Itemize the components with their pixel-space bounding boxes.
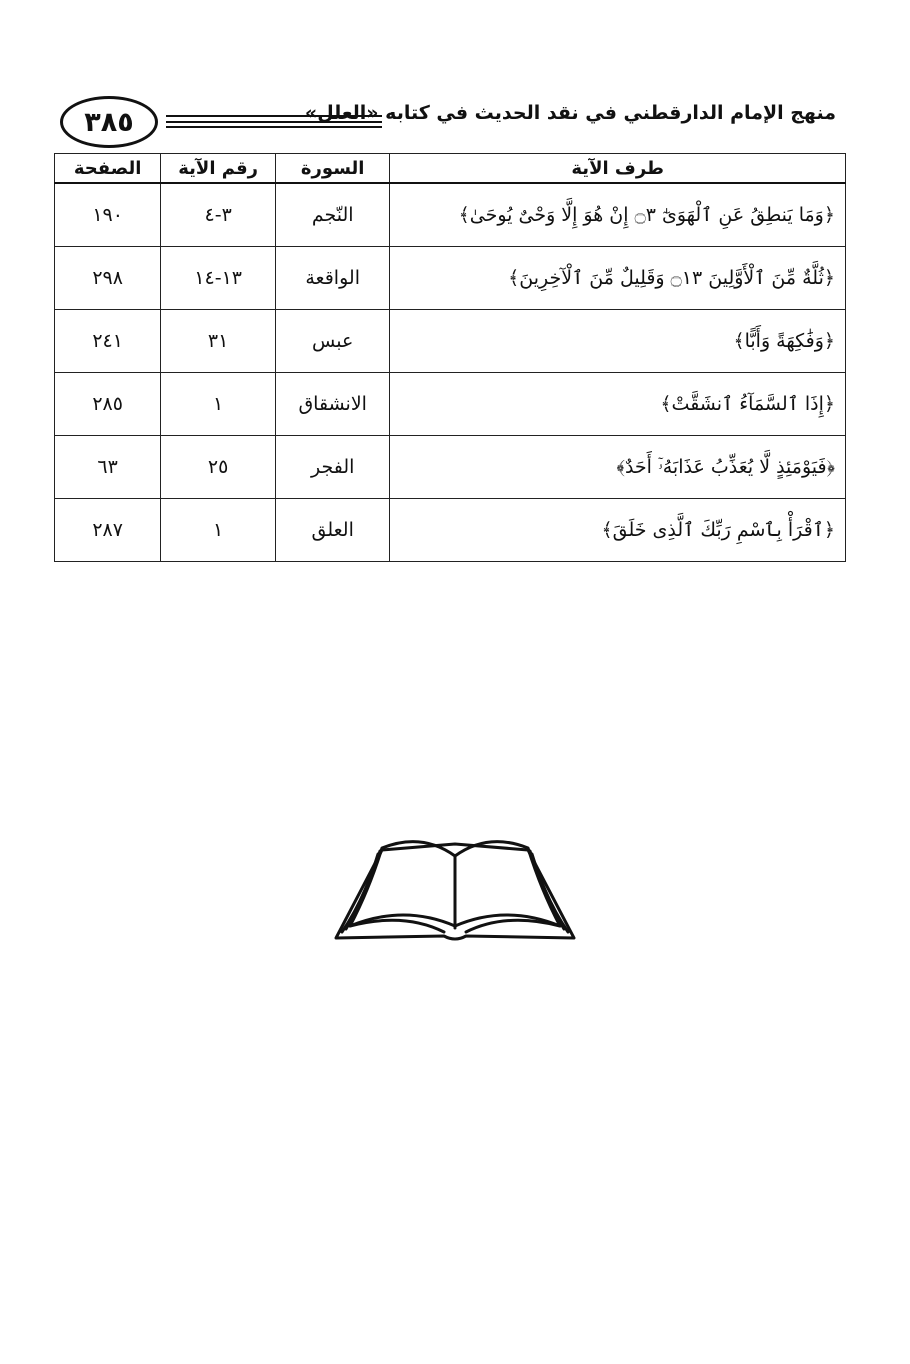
table-row xyxy=(55,183,846,247)
col-header-page: الصفحة xyxy=(55,154,161,184)
surah-cell: النّجم xyxy=(276,183,390,247)
table-row xyxy=(55,499,846,562)
table-row xyxy=(55,436,846,499)
table-row xyxy=(55,373,846,436)
verse-cell: ﴿إِذَا ٱلسَّمَآءُ ٱنشَقَّتْ﴾ xyxy=(390,373,846,436)
verse-cell: ﴿وَمَا يَنطِقُ عَنِ ٱلْهَوَىٰٓ ۝٣ إِنْ هُوَ إِلَّا وَحْىٌ يُوحَىٰ﴾ xyxy=(390,183,846,247)
page-cell: ٦٣ xyxy=(55,436,161,499)
verse-cell: ﴿ثُلَّةٌ مِّنَ ٱلْأَوَّلِينَ ۝١٣ وَقَلِيلٌ مِّنَ ٱلْآخِرِينَ﴾ xyxy=(390,247,846,310)
open-book-icon xyxy=(334,830,576,942)
table-row xyxy=(55,247,846,310)
verse-cell: ﴿ٱقْرَأْ بِٱسْمِ رَبِّكَ ٱلَّذِى خَلَقَ﴾ xyxy=(390,499,846,562)
ayah-cell: ١ xyxy=(161,499,276,562)
page-cell: ٢٨٧ xyxy=(55,499,161,562)
surah-cell: الفجر xyxy=(276,436,390,499)
table-header-row xyxy=(55,154,846,184)
verse-cell: ﴿وَفَٰكِهَةً وَأَبًّا﴾ xyxy=(390,310,846,373)
verse-cell: ﴿فَيَوْمَئِذٍ لَّا يُعَذِّبُ عَذَابَهُۥٓ أَحَدٌ﴾ xyxy=(390,436,846,499)
running-title: منهج الإمام الدارقطني في نقد الحديث في كتابه «العلل» xyxy=(304,102,836,124)
page-cell: ٢٤١ xyxy=(55,310,161,373)
page-cell: ١٩٠ xyxy=(55,183,161,247)
table-row xyxy=(55,310,846,373)
surah-cell: عبس xyxy=(276,310,390,373)
ayah-cell: ٢٥ xyxy=(161,436,276,499)
page-number: ٣٨٥ xyxy=(60,96,158,148)
ayah-cell: ٣١ xyxy=(161,310,276,373)
surah-cell: الانشقاق xyxy=(276,373,390,436)
surah-cell: العلق xyxy=(276,499,390,562)
page-cell: ٢٨٥ xyxy=(55,373,161,436)
ayah-cell: ١ xyxy=(161,373,276,436)
col-header-ayah: رقم الآية xyxy=(161,154,276,184)
surah-cell: الواقعة xyxy=(276,247,390,310)
verse-index-table xyxy=(54,153,846,562)
page-cell: ٢٩٨ xyxy=(55,247,161,310)
ayah-cell: ١٣-١٤ xyxy=(161,247,276,310)
col-header-verse: طرف الآية xyxy=(390,154,846,184)
col-header-surah: السورة xyxy=(276,154,390,184)
ayah-cell: ٣-٤ xyxy=(161,183,276,247)
